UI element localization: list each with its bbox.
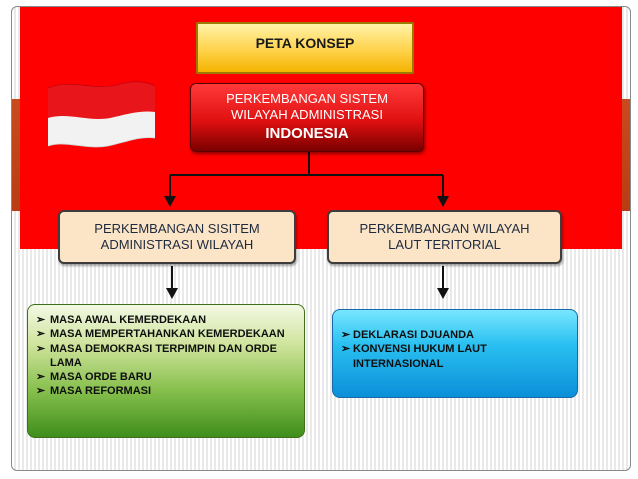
list-item-text: MASA MEMPERTAHANKAN KEMERDEKAAN bbox=[50, 328, 285, 341]
arrow-bullet-icon: ➢ bbox=[36, 314, 46, 326]
branch-box-administration bbox=[58, 210, 296, 264]
arrow-bullet-icon: ➢ bbox=[36, 385, 46, 398]
list-item bbox=[36, 327, 296, 341]
list-item bbox=[341, 328, 569, 342]
root-line-2: WILAYAH ADMINISTRASI bbox=[231, 107, 383, 123]
arrow-left-branch bbox=[164, 196, 176, 207]
list-item bbox=[341, 342, 569, 371]
branch-left-line-1: PERKEMBANGAN SISITEM bbox=[94, 220, 260, 236]
arrow-bullet-icon: ➢ bbox=[341, 343, 351, 356]
arrow-bullet-icon: ➢ bbox=[341, 329, 351, 341]
arrow-bullet-icon: ➢ bbox=[36, 371, 46, 384]
concept-map-title-box bbox=[196, 22, 414, 74]
list-item-text: MASA AWAL KEMERDEKAAN bbox=[50, 314, 207, 326]
branch-left-line-2: ADMINISTRASI WILAYAH bbox=[100, 237, 254, 252]
list-item bbox=[36, 342, 296, 371]
administration-periods-list-box bbox=[27, 304, 305, 438]
list-item bbox=[36, 313, 296, 327]
root-line-1: PERKEMBANGAN SISTEM bbox=[226, 90, 388, 106]
branch-box-territorial-sea bbox=[327, 210, 562, 264]
arrow-bullet-icon: ➢ bbox=[36, 328, 46, 341]
root-concept-box bbox=[190, 83, 424, 152]
branch-right-line-1: PERKEMBANGAN WILAYAH bbox=[359, 220, 530, 236]
branch-right-line-2: LAUT TERITORIAL bbox=[388, 237, 501, 252]
list-item-text: MASA REFORMASI bbox=[50, 385, 152, 398]
territorial-sea-list bbox=[341, 328, 569, 371]
root-line-3: INDONESIA bbox=[265, 125, 349, 143]
arrow-bullet-icon: ➢ bbox=[36, 342, 46, 355]
arrow-right-branch bbox=[437, 196, 449, 207]
list-item bbox=[36, 384, 296, 398]
list-item-text: DEKLARASI DJUANDA bbox=[353, 329, 475, 341]
indonesia-flag-icon bbox=[48, 82, 155, 147]
list-item-text: MASA ORDE BARU bbox=[50, 371, 152, 384]
concept-map-title: PETA KONSEP bbox=[255, 35, 355, 52]
arrow-right-list bbox=[437, 288, 449, 299]
list-item bbox=[36, 370, 296, 384]
list-item-text: KONVENSI HUKUM LAUT INTERNASIONAL bbox=[353, 343, 487, 370]
list-item-text: MASA DEMOKRASI TERPIMPIN DAN ORDE LAMA bbox=[50, 342, 277, 369]
administration-periods-list bbox=[36, 313, 296, 399]
arrow-left-list bbox=[166, 288, 178, 299]
territorial-sea-list-box bbox=[332, 309, 578, 398]
